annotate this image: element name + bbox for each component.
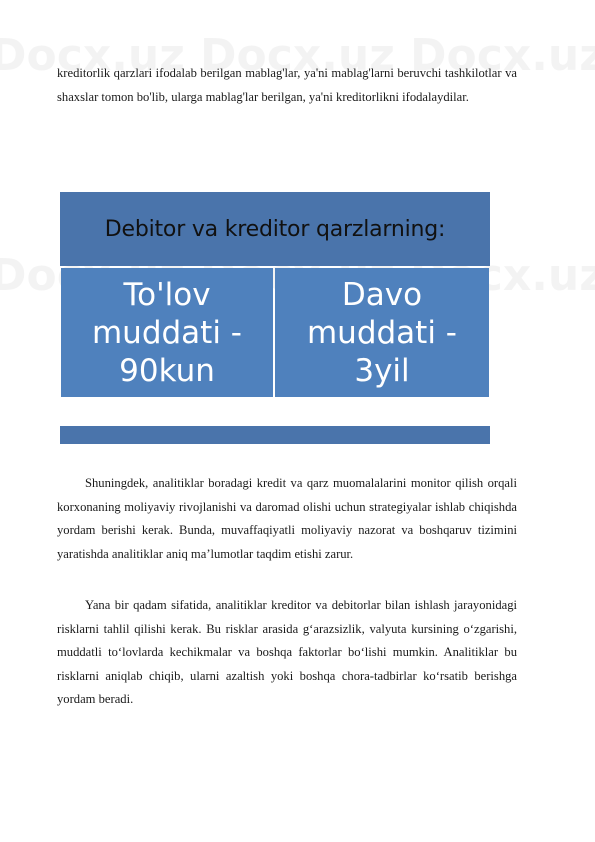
- diagram-title: Debitor va kreditor qarzlarning:: [104, 216, 446, 242]
- debtor-creditor-diagram: [60, 192, 490, 444]
- claim-term-label: Davo muddati - 3yil: [306, 276, 457, 389]
- paragraph-risk-analysis: Yana bir qadam sifatida, analitiklar kreditor va debitorlar bilan ishlash jarayonidagi risklarni tahlil qilishi kerak. Bu risklar arasida g‘arazsizlik, valyuta kursining o‘zgarishi, muddatli to‘lovlarda kechikmalar va boshqa faktorlar bo‘lishi mumkin. Analitiklar bu risklarni aniqlab chiqib, ularni azaltish yoki boshqa chora-tadbirlar ko‘rsatib berishga yordam beradi.: [57, 598, 517, 707]
- paragraph-analytics-monitoring: Shuningdek, analitiklar boradagi kredit va qarz muomalalarini monitor qilish orqali korxonaning moliyaviy rivojlanishi va daromad olishi uchun strategiyalar ishlab chiqishda yordam berishi kerak. Bunda, muvaffaqiyatli moliyaviy nazorat va boshqaruv tizimini yaratishda analitiklar aniq ma’lumotlar taqdim etishi zarur.: [57, 476, 517, 561]
- diagram-footer-bar: [60, 426, 490, 444]
- paragraph-creditor-definition: kreditorlik qarzlari ifodalab berilgan mablag'lar, ya'ni mablag'larni beruvchi tashkilotlar va shaxslar tomon bo'lib, ularga mablag'lar berilgan, ya'ni kreditorlikni ifodalaydilar.: [57, 66, 517, 104]
- payment-term-label: To'lov muddati - 90kun: [91, 276, 242, 389]
- payment-term-box: [61, 268, 273, 397]
- diagram-header: [60, 192, 490, 266]
- claim-term-box: [275, 268, 489, 397]
